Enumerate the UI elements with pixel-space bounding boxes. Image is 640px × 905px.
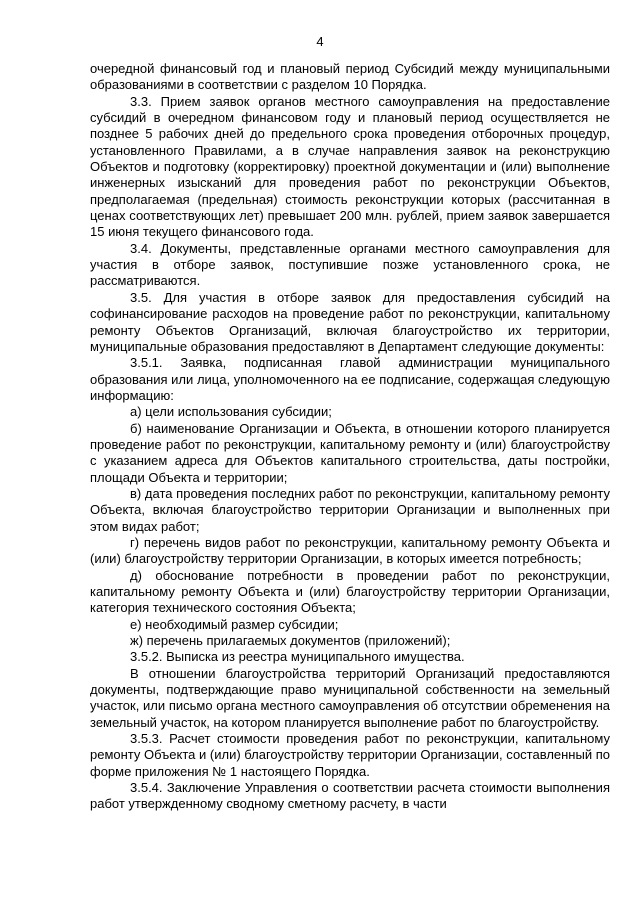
paragraph: В отношении благоустройства территорий Организаций предоставляются документы, подтверждающие право муниципальной собственности на земельный участок, или письмо органа местного самоуправления об отсутствии обременения на земельный участок, на котором планируется выполнение работ по благоустройству. — [90, 665, 610, 730]
list-item: в) дата проведения последних работ по реконструкции, капитальному ремонту Объекта, включая благоустройство территории Организации и выполненных при этом видах работ; — [90, 485, 610, 534]
document-body — [90, 61, 610, 813]
list-item: д) обоснование потребности в проведении работ по реконструкции, капитальному ремонту Объекта и (или) благоустройству территории Организации, категория технического состояния Объекта; — [90, 567, 610, 616]
paragraph: 3.5.2. Выписка из реестра муниципального имущества. — [130, 649, 465, 665]
paragraph: 3.5.3. Расчет стоимости проведения работ по реконструкции, капитальному ремонту Объекта и (или) благоустройству территории Организации, составленный по форме приложения № 1 настоящего Порядка. — [90, 731, 610, 779]
page-number: 4 — [316, 34, 324, 49]
paragraph: 3.5. Для участия в отборе заявок для предоставления субсидий на софинансирование расходов на проведение работ по реконструкции, капитальному ремонту Объектов Организаций, включая благоустройство их территории, муниципальные образования предоставляют в Департамент следующие документы: — [90, 289, 610, 354]
paragraph: 3.5.1. Заявка, подписанная главой администрации муниципального образования или лица, уполномоченного на ее подписание, содержащая следующую информацию: — [90, 355, 610, 403]
list-item: г) перечень видов работ по реконструкции, капитальному ремонту Объекта и (или) благоустройству территории Организации, в которых имеется потребность; — [90, 534, 610, 567]
list-item: е) необходимый размер субсидии; — [130, 616, 339, 632]
list-item: ж) перечень прилагаемых документов (приложений); — [130, 633, 451, 649]
paragraph: 3.4. Документы, представленные органами местного самоуправления для участия в отборе заявок, поступившие позже установленного срока, не рассматриваются. — [90, 240, 610, 289]
paragraph: 3.3. Прием заявок органов местного самоуправления на предоставление субсидий в очередном финансовом году и плановый период осуществляется не позднее 5 рабочих дней до предельного срока проведения отборочных процедур, установленного Правилами, а в случае направления заявок на реконструкцию Объектов и подготовку (корректировку) проектной документации и (или) выполнение инженерных изысканий для проведения работ по реконструкции Объектов, предполагаемая (предельная) стоимость реконструкции которых (рассчитанная в ценах соответствующих лет) превышает 200 млн. рублей, прием заявок завершается 15 июня текущего финансового года. — [90, 93, 610, 240]
list-item: а) цели использования субсидии; — [130, 404, 332, 420]
list-item: б) наименование Организации и Объекта, в отношении которого планируется проведение работ по реконструкции, капитальному ремонту и (или) благоустройству с указанием адреса для Объектов капитального строительства, даты постройки, площади Объекта и территории; — [90, 420, 610, 485]
paragraph: очередной финансовый год и плановый период Субсидий между муниципальными образованиями в соответствии с разделом 10 Порядка. — [90, 61, 610, 93]
paragraph: 3.5.4. Заключение Управления о соответствии расчета стоимости выполнения работ утвержденному сводному сметному расчету, в части — [90, 780, 610, 812]
